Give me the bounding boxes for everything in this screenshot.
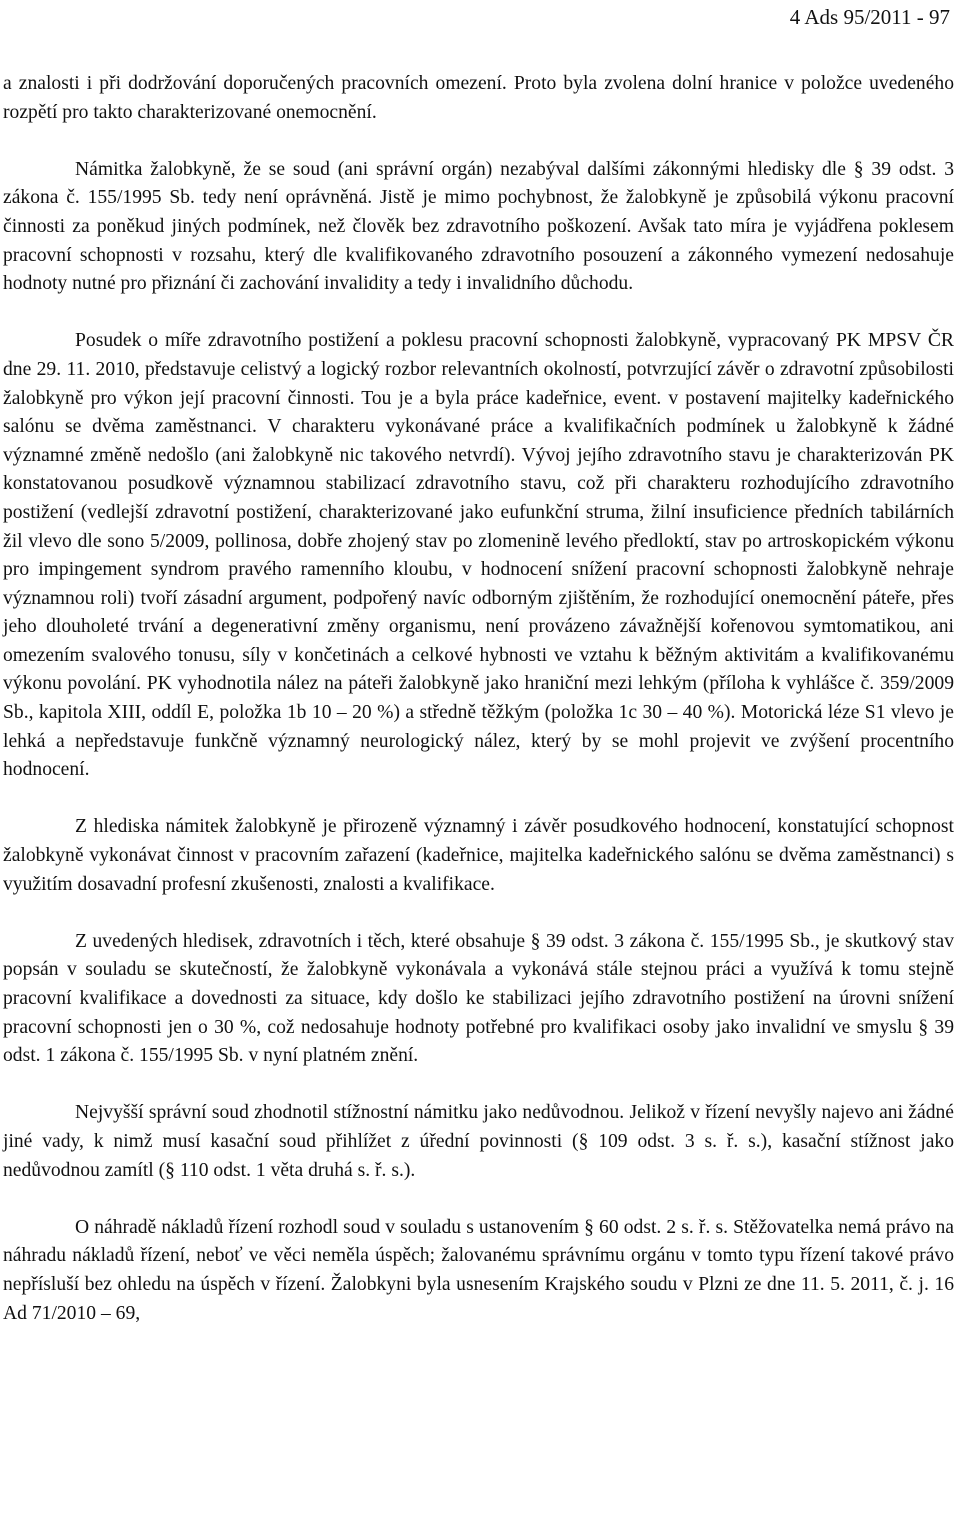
case-reference: 4 Ads 95/2011 - 97: [789, 5, 950, 29]
paragraph-continuation: a znalosti i při dodržování doporučených pracovních omezení. Proto byla zvolena dolní hranice v položce uvedeného rozpětí pro takto charakterizované onemocnění.: [3, 73, 954, 123]
paragraph: O náhradě nákladů řízení rozhodl soud v souladu s ustanovením § 60 odst. 2 s. ř. s. Stěžovatelka nemá právo na náhradu nákladů řízení, neboť ve věci neměla úspěch; žalovanému správnímu orgánu v tomto typu řízení takové právo nepřísluší bez ohledu na úspěch v řízení. Žalobkyni byla usnesením Krajského soudu v Plzni ze dne 11. 5. 2011, č. j. 16 Ad 71/2010 – 69,: [3, 1216, 954, 1324]
paragraph: Nejvyšší správní soud zhodnotil stížnostní námitku jako nedůvodnou. Jelikož v řízení nevyšly najevo ani žádné jiné vady, k nimž musí kasační soud přihlížet z úřední povinnosti (§ 109 odst. 3 s. ř. s.), kasační stížnost jako nedůvodnou zamítl (§ 110 odst. 1 věta druhá s. ř. s.).: [3, 1102, 954, 1181]
paragraph: Posudek o míře zdravotního postižení a poklesu pracovní schopnosti žalobkyně, vypracovaný PK MPSV ČR dne 29. 11. 2010, představuje celistvý a logický rozbor relevantních okolností, potvrzující závěr o zdravotní způsobilosti žalobkyně pro výkon její pracovní činnosti. Tou je a byla práce kadeřnice, event. v postavení majitelky kadeřnického salónu se dvěma zaměstnanci. V charakteru vykonávané práce a kvalifikačních podmínek u žalobkyně k žádné významné změně nedošlo (ani žalobkyně nic takového netvrdí). Vývoj jejího zdravotního stavu je charakterizován PK konstatovanou posudkově významnou stabilizací zdravotního stavu, což při charakteru rozhodujícího zdravotního postižení (vedlejší zdravotní postižení, charakterizované jako eufunkční struma, žilní insuficience předních tabilárních žil vlevo dle sono 5/2009, pollinosa, dobře zhojený stav po zlomenině levého předloktí, stav po artroskopickém výkonu pro impingement syndrom pravého ramenního kloubu, v hodnocení snížení pracovní schopnosti žalobkyně nehraje významnou roli) tvoří zásadní argument, podpořený navíc odborným zjištěním, že rozhodující onemocnění páteře, přes jeho dlouholeté trvání a degenerativní změny organismu, není provázeno závažnější kořenovou symtomatikou, ani omezením svalového tonusu, síly v končetinách a celkové hybnosti ve vztahu k běžným aktivitám a kvalifikovanému výkonu povolání. PK vyhodnotila nález na páteři žalobkyně jako hraniční mezi lehkým (příloha k vyhlášce č. 359/2009 Sb., kapitola XIII, oddíl E, položka 1b 10 – 20 %) a středně těžkým (položka 1c 30 – 40 %). Motorická léze S1 vlevo je lehká a nepředstavuje funkčně významný neurologický nález, který by se mohl projevit ve zvýšení procentního hodnocení.: [3, 330, 954, 781]
document-body: [3, 70, 954, 1328]
paragraph: Z hlediska námitek žalobkyně je přirozeně významný i závěr posudkového hodnocení, konstatující schopnost žalobkyně vykonávat činnost v pracovním zařazení (kadeřnice, majitelka kadeřnického salónu se dvěma zaměstnanci) s využitím dosavadní profesní zkušenosti, znalosti a kvalifikace.: [3, 816, 954, 895]
page-header: [3, 0, 954, 34]
paragraph: Námitka žalobkyně, že se soud (ani správní orgán) nezabýval dalšími zákonnými hledisky dle § 39 odst. 3 zákona č. 155/1995 Sb. tedy není oprávněná. Jistě je mimo pochybnost, že žalobkyně je způsobilá výkonu pracovní činnosti za poněkud jiných podmínek, než člověk bez zdravotního poškození. Avšak tato míra je vyjádřena poklesem pracovní schopnosti v rozsahu, který dle kvalifikovaného zdravotního posouzení a zákonného vymezení nedosahuje hodnoty nutné pro přiznání či zachování invalidity a tedy i invalidního důchodu.: [3, 158, 954, 295]
paragraph: Z uvedených hledisek, zdravotních i těch, které obsahuje § 39 odst. 3 zákona č. 155/1995 Sb., je skutkový stav popsán v souladu se skutečností, že žalobkyně vykonávala a vykonává stále stejnou práci a využívá k tomu stejně pracovní kvalifikace a dovednosti za situace, kdy došlo ke stabilizaci jejího zdravotního postižení na úrovni snížení pracovní schopnosti jen o 30 %, což nedosahuje hodnoty potřebné pro kvalifikaci osoby jako invalidní ve smyslu § 39 odst. 1 zákona č. 155/1995 Sb. v nyní platném znění.: [3, 930, 954, 1067]
